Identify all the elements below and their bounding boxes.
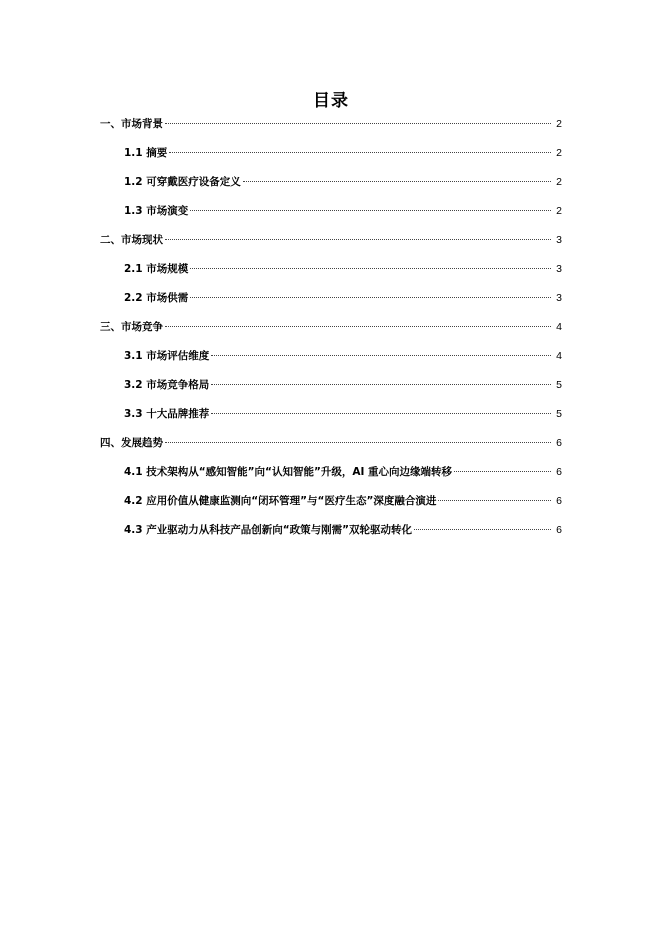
toc-list xyxy=(100,114,562,549)
toc-dot-leader xyxy=(211,355,551,356)
toc-page-number: 3 xyxy=(556,292,562,304)
toc-dot-leader xyxy=(438,500,551,501)
toc-entry-text: 四、发展趋势 xyxy=(100,437,163,449)
toc-page-number: 2 xyxy=(556,205,562,217)
toc-entry[interactable] xyxy=(100,520,562,549)
toc-entry-text: 1.2 可穿戴医疗设备定义 xyxy=(124,176,241,188)
toc-page-number: 3 xyxy=(556,234,562,246)
toc-entry[interactable] xyxy=(100,317,562,346)
toc-page-number: 6 xyxy=(556,437,562,449)
toc-entry-text: 3.2 市场竞争格局 xyxy=(124,379,210,391)
toc-dot-leader xyxy=(165,442,551,443)
toc-page-number: 4 xyxy=(556,350,562,362)
toc-page-number: 3 xyxy=(556,263,562,275)
toc-dot-leader xyxy=(243,181,551,182)
toc-dot-leader xyxy=(169,152,551,153)
toc-entry[interactable] xyxy=(100,288,562,317)
toc-dot-leader xyxy=(454,471,551,472)
toc-dot-leader xyxy=(190,268,551,269)
toc-entry[interactable] xyxy=(100,375,562,404)
toc-entry-text: 2.1 市场规模 xyxy=(124,263,189,275)
toc-dot-leader xyxy=(211,413,551,414)
toc-dot-leader xyxy=(190,297,551,298)
toc-page-number: 6 xyxy=(556,466,562,478)
toc-entry-text: 3.1 市场评估维度 xyxy=(124,350,210,362)
toc-entry[interactable] xyxy=(100,114,562,143)
toc-entry[interactable] xyxy=(100,259,562,288)
toc-entry-text: 1.3 市场演变 xyxy=(124,205,189,217)
toc-entry-text: 三、市场竞争 xyxy=(100,321,163,333)
toc-page-number: 5 xyxy=(556,379,562,391)
toc-dot-leader xyxy=(414,529,551,530)
toc-page-number: 6 xyxy=(556,495,562,507)
toc-entry[interactable] xyxy=(100,462,562,491)
toc-entry[interactable] xyxy=(100,172,562,201)
toc-title: 目录 xyxy=(313,91,349,111)
toc-dot-leader xyxy=(165,326,551,327)
toc-entry[interactable] xyxy=(100,143,562,172)
toc-entry-text: 4.2 应用价值从健康监测向“闭环管理”与“医疗生态”深度融合演进 xyxy=(124,495,437,507)
toc-entry-text: 3.3 十大品牌推荐 xyxy=(124,408,210,420)
toc-entry-text: 一、市场背景 xyxy=(100,118,163,130)
toc-page-number: 2 xyxy=(556,176,562,188)
toc-entry[interactable] xyxy=(100,404,562,433)
toc-dot-leader xyxy=(165,239,551,240)
toc-entry-text: 2.2 市场供需 xyxy=(124,292,189,304)
toc-page-number: 5 xyxy=(556,408,562,420)
toc-dot-leader xyxy=(190,210,551,211)
toc-entry[interactable] xyxy=(100,346,562,375)
toc-entry-text: 1.1 摘要 xyxy=(124,147,168,159)
toc-entry[interactable] xyxy=(100,433,562,462)
toc-page-number: 6 xyxy=(556,524,562,536)
toc-dot-leader xyxy=(211,384,551,385)
toc-page-number: 2 xyxy=(556,147,562,159)
toc-entry-text: 二、市场现状 xyxy=(100,234,163,246)
toc-entry[interactable] xyxy=(100,201,562,230)
toc-entry[interactable] xyxy=(100,230,562,259)
toc-entry-text: 4.3 产业驱动力从科技产品创新向“政策与刚需”双轮驱动转化 xyxy=(124,524,413,536)
toc-page-number: 2 xyxy=(556,118,562,130)
toc-page-number: 4 xyxy=(556,321,562,333)
toc-dot-leader xyxy=(165,123,551,124)
toc-entry[interactable] xyxy=(100,491,562,520)
toc-entry-text: 4.1 技术架构从“感知智能”向“认知智能”升级，AI 重心向边缘端转移 xyxy=(124,466,453,478)
